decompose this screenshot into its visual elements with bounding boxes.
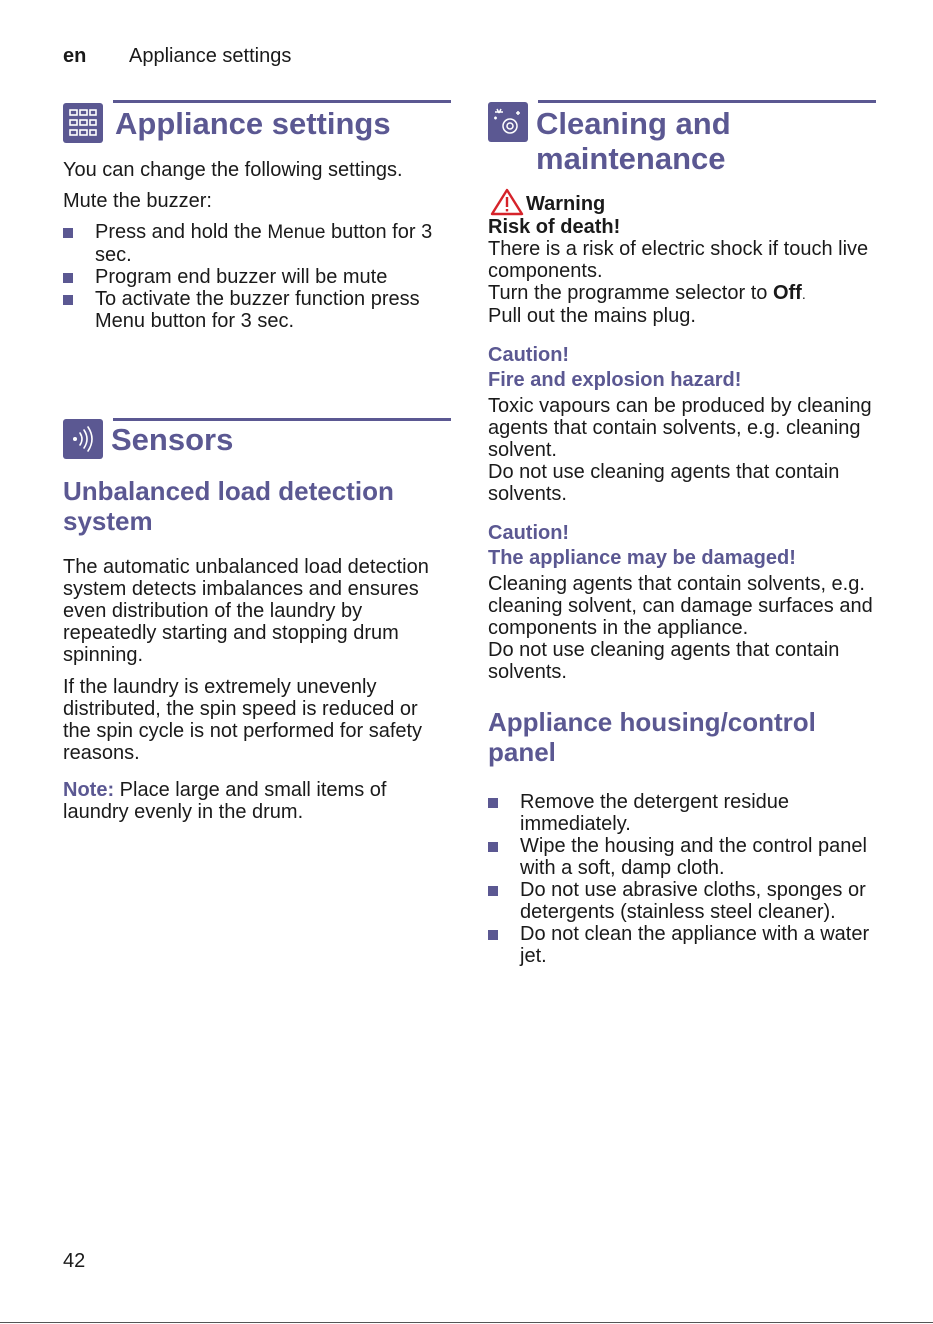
warning-label-row bbox=[488, 188, 880, 216]
menue-button-name: Menue bbox=[267, 222, 326, 243]
list-item bbox=[63, 221, 451, 266]
sensors-paragraph-2: If the laundry is extremely unevenly distributed, the spin speed is reduced or the spin cycle is not performed for safety reasons. bbox=[63, 676, 423, 764]
caution-label: Caution! bbox=[488, 522, 570, 544]
list-item: To activate the buzzer function press Menu button for 3 sec. bbox=[63, 288, 451, 332]
pull-plug-text: Pull out the mains plug. bbox=[488, 305, 696, 327]
housing-bullet-list bbox=[488, 791, 880, 967]
left-column bbox=[63, 100, 451, 823]
unbalanced-load-subtitle: Unbalanced load detection system bbox=[63, 476, 394, 536]
cleaning-title-line-1: Cleaning and bbox=[536, 106, 731, 141]
caution-title: Fire and explosion hazard! bbox=[488, 369, 742, 391]
cleaning-sparkle-icon bbox=[488, 102, 528, 142]
appliance-settings-title: Appliance settings bbox=[115, 106, 391, 141]
caution-block-damage bbox=[488, 521, 880, 683]
turn-selector-text bbox=[488, 282, 880, 305]
caution-instruction: Do not use cleaning agents that contain solvents. bbox=[488, 639, 840, 683]
warning-triangle-icon bbox=[490, 188, 524, 216]
page-bottom-rule bbox=[0, 1322, 933, 1323]
buzzer-bullet-list bbox=[63, 221, 451, 332]
settings-intro: You can change the following settings. bbox=[63, 159, 403, 181]
heading-rule bbox=[538, 100, 876, 103]
list-item: Do not clean the appliance with a water jet. bbox=[488, 923, 880, 967]
housing-subtitle: Appliance housing/control panel bbox=[488, 707, 816, 767]
bullet-text: Press and hold the bbox=[95, 221, 268, 243]
caution-text: Cleaning agents that contain solvents, e.g. cleaning solvent, can damage surfaces and components in the appliance. bbox=[488, 573, 873, 639]
appliance-settings-heading bbox=[63, 100, 451, 144]
language-code: en bbox=[63, 45, 87, 67]
sensors-paragraph-1: The automatic unbalanced load detection system detects imbalances and ensures even distribution of the laundry by repeatedly starting and stopping drum spinning. bbox=[63, 556, 429, 666]
risk-text: There is a risk of electric shock if touch live components. bbox=[488, 238, 869, 282]
running-header bbox=[63, 45, 291, 68]
list-item: Remove the detergent residue immediately. bbox=[488, 791, 880, 835]
page-number: 42 bbox=[63, 1250, 86, 1272]
caution-title: The appliance may be damaged! bbox=[488, 547, 796, 569]
header-section-title: Appliance settings bbox=[129, 45, 292, 67]
heading-rule bbox=[113, 100, 451, 103]
risk-title: Risk of death! bbox=[488, 216, 621, 238]
sensors-note bbox=[63, 779, 451, 823]
turn-period: . bbox=[801, 286, 806, 302]
sensors-heading bbox=[63, 418, 451, 464]
note-label: Note: bbox=[63, 779, 115, 801]
mute-buzzer-label: Mute the buzzer: bbox=[63, 190, 212, 212]
caution-instruction: Do not use cleaning agents that contain solvents. bbox=[488, 461, 840, 505]
sensor-wave-icon bbox=[63, 419, 103, 459]
turn-text: Turn the programme selector to bbox=[488, 282, 773, 304]
list-item: Do not use abrasive cloths, sponges or detergents (stainless steel cleaner). bbox=[488, 879, 880, 923]
heading-rule bbox=[113, 418, 451, 421]
caution-label: Caution! bbox=[488, 344, 570, 366]
bullet-text: button for 3 sec. bbox=[95, 221, 433, 266]
list-item: Program end buzzer will be mute bbox=[63, 266, 451, 288]
settings-grid-icon bbox=[63, 103, 103, 143]
cleaning-title-line-2: maintenance bbox=[536, 141, 726, 176]
off-position: Off bbox=[772, 282, 802, 304]
right-column bbox=[488, 100, 880, 967]
caution-block-fire bbox=[488, 343, 880, 505]
list-item: Wipe the housing and the control panel with a soft, damp cloth. bbox=[488, 835, 880, 879]
cleaning-heading bbox=[488, 100, 880, 180]
sensors-title: Sensors bbox=[111, 422, 234, 457]
note-text: Place large and small items of laundry evenly in the drum. bbox=[63, 779, 387, 823]
caution-text: Toxic vapours can be produced by cleaning agents that contain solvents, e.g. cleaning solvent. bbox=[488, 395, 872, 461]
warning-label: Warning bbox=[526, 193, 606, 215]
